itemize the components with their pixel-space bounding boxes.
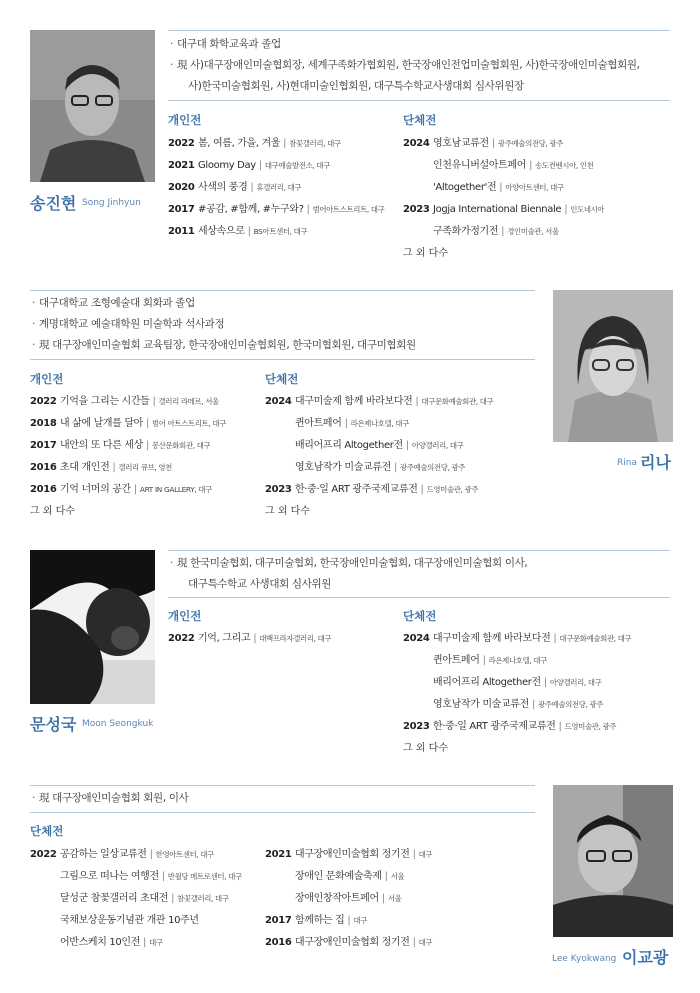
solo-exhibitions-heading: 개인전: [168, 609, 202, 623]
exhibition-entry: 2018 내 삶에 날개를 달아 | 범어 아트스트리트, 대구: [30, 418, 226, 429]
exhibition-entry: 영호남작가 미술교류전 | 광주예술의전당, 광주: [433, 699, 604, 710]
artist-name-ko: 문성국: [30, 715, 77, 734]
exhibition-entry: 달성군 참꽃갤러리 초대전 | 참꽃갤러리, 대구: [60, 893, 229, 904]
artist-name-en: Rina: [617, 458, 637, 468]
group-exhibitions-heading: 단체전: [265, 372, 299, 386]
section-divider: [30, 812, 535, 813]
exhibition-entry: 2021 대구장애인미술협회 정기전 | 대구: [265, 849, 433, 860]
exhibition-entry: 2024 대구미술제 함께 바라보다전 | 대구문화예술회관, 대구: [403, 633, 632, 644]
exhibition-entry: 2022 기억을 그리는 시간들 | 갤러리 라메르, 서울: [30, 396, 219, 407]
exhibition-entry: 2017 내안의 또 다른 세상 | 봉산문화회관, 대구: [30, 440, 211, 451]
exhibition-entry: 'Altogether'전 | 아양아트센터, 대구: [433, 182, 564, 193]
artist-name-ko: 리나: [640, 453, 671, 472]
bio-line: · 現 사)대구장애인미술협회장, 세계구족화가협회원, 한국장애인전업미술협회원, 사)한국장애인미술협회원,: [170, 59, 640, 71]
group-exhibitions-heading: 단체전: [30, 824, 64, 838]
exhibition-entry: 배리어프리 Altogether전 | 아양갤러리, 대구: [433, 677, 602, 688]
exhibition-entry: 구족화가정기전 | 경인미술관, 서울: [433, 226, 559, 237]
exhibition-entry: 2021 Gloomy Day | 대구예술발전소, 대구: [168, 160, 330, 171]
artist-name-en: Moon Seongkuk: [82, 719, 154, 729]
exhibition-entry: 2017 함께하는 집 | 대구: [265, 915, 368, 926]
exhibition-entry: 2023 한·중·일 ART 광주국제교류전 | 드영미술관, 광주: [403, 721, 617, 732]
exhibition-entry: 2016 초대 개인전 | 갤러리 큐브, 영천: [30, 462, 172, 473]
exhibition-entry: 2016 대구장애인미술협회 정기전 | 대구: [265, 937, 433, 948]
more-text: 그 외 다수: [403, 248, 448, 259]
bio-line: · 現 대구장애인미술협회 교육팀장, 한국장애인미술협회원, 한국미협회원, 대구미협회원: [32, 339, 416, 351]
group-exhibitions-heading: 단체전: [403, 609, 437, 623]
section-divider: [168, 597, 670, 598]
section-divider: [168, 30, 670, 31]
exhibition-entry: 2022 공감하는 일상교류전 | 한영아트센터, 대구: [30, 849, 214, 860]
exhibition-entry: 퀸아트페어 | 라온제나호텔, 대구: [295, 418, 409, 429]
artist-name-en: Song Jinhyun: [82, 198, 141, 208]
bio-line: · 대구대 화학교육과 졸업: [170, 38, 281, 50]
exhibition-entry: 장애인창작아트페어 | 서울: [295, 893, 402, 904]
section-divider: [30, 359, 535, 360]
exhibition-entry: 2022 봄, 여름, 가을, 겨울 | 참꽃갤러리, 대구: [168, 138, 341, 149]
exhibition-entry: 2023 Jogja International Biennale | 인도네시아: [403, 204, 605, 215]
artist-name-ko: 이교광: [622, 948, 669, 967]
artist-photo-moon: [30, 550, 155, 704]
bio-line: 대구특수학교 사생대회 심사위원: [188, 578, 332, 590]
exhibition-entry: 2020 사색의 풍경 | 휴갤러리, 대구: [168, 182, 302, 193]
exhibition-entry: 어반스케치 10인전 | 대구: [60, 937, 163, 948]
exhibition-entry: 2023 한·중·일 ART 광주국제교류전 | 드영미술관, 광주: [265, 484, 479, 495]
exhibition-entry: 2011 세상속으로 | BS아트센터, 대구: [168, 226, 308, 237]
more-text: 그 외 다수: [30, 506, 75, 517]
artist-photo-rina: [553, 290, 673, 442]
section-divider: [168, 550, 670, 551]
exhibition-entry: 그림으로 떠나는 여행전 | 반월당 메트로센터, 대구: [60, 871, 242, 882]
solo-exhibitions-heading: 개인전: [30, 372, 64, 386]
artist-name-en: Lee Kyokwang: [552, 954, 617, 964]
bio-line: · 대구대학교 조형예술대 회화과 졸업: [32, 297, 195, 309]
exhibition-entry: 장애인 문화예술축제 | 서울: [295, 871, 405, 882]
bio-line: · 계명대학교 예술대학원 미술학과 석사과정: [32, 318, 225, 330]
solo-exhibitions-heading: 개인전: [168, 113, 202, 127]
exhibition-entry: 2017 #공감, #함께, #누구와? | 범어아트스트리트, 대구: [168, 204, 385, 215]
section-divider: [30, 290, 535, 291]
more-text: 그 외 다수: [403, 743, 448, 754]
exhibition-entry: 배리어프리 Altogether전 | 아양갤러리, 대구: [295, 440, 464, 451]
bio-line: · 現 한국미술협회, 대구미술협회, 한국장애인미술협회, 대구장애인미술협회 이사,: [170, 557, 528, 569]
exhibition-entry: 영호남작가 미술교류전 | 광주예술의전당, 광주: [295, 462, 466, 473]
exhibition-entry: 인천유니버설아트페어 | 송도컨벤시아, 인천: [433, 160, 594, 171]
exhibition-entry: 2024 대구미술제 함께 바라보다전 | 대구문화예술회관, 대구: [265, 396, 494, 407]
exhibition-entry: 2022 기억, 그리고 | 대백프라자갤러리, 대구: [168, 633, 332, 644]
exhibition-entry: 퀸아트페어 | 라온제나호텔, 대구: [433, 655, 547, 666]
exhibition-entry: 2024 영호남교류전 | 광주예술의전당, 광주: [403, 138, 564, 149]
section-divider: [30, 785, 535, 786]
more-text: 그 외 다수: [265, 506, 310, 517]
artist-photo-song: [30, 30, 155, 182]
exhibition-entry: 2016 기억 너머의 공간 | ART IN GALLERY, 대구: [30, 484, 212, 495]
bio-line: · 現 대구장애인미술협회 회원, 이사: [32, 792, 189, 804]
section-divider: [168, 100, 670, 101]
bio-line: 사)한국미술협회원, 사)현대미술인협회원, 대구특수학교사생대회 심사위원장: [188, 80, 524, 92]
artist-name-ko: 송진현: [30, 194, 77, 213]
artist-photo-lee: [553, 785, 673, 937]
exhibition-entry: 국채보상운동기념관 개관 10주년: [60, 915, 199, 926]
group-exhibitions-heading: 단체전: [403, 113, 437, 127]
